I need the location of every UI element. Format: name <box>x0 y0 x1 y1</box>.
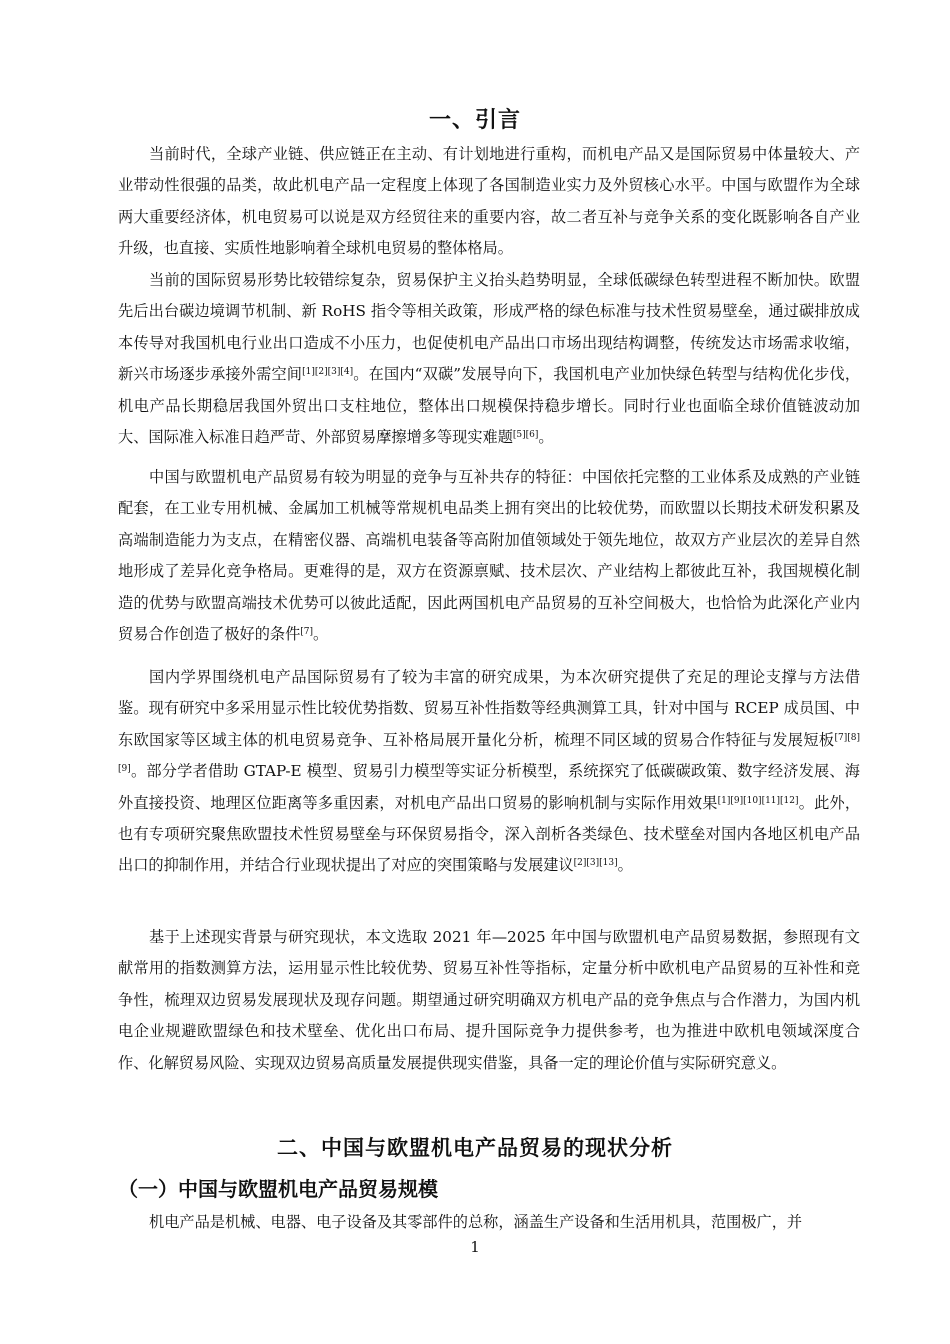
paragraph-4-text-c: 。此外，也有专项研究聚焦欧盟技术性贸易壁垒与环保贸易指令，深入剖析各类绿色、技术壁垒对国内各地区机电产品出口的抑制作用，并结合行业现状提出了对应的突围策略与发展建议 <box>118 793 861 875</box>
heading-introduction: 一、引言 <box>428 108 521 133</box>
paragraph-6: 机电产品是机械、电器、电子设备及其零部件的总称，涵盖生产设备和生活用机具，范围极广，并 <box>149 1213 803 1231</box>
paragraph-4-text-a: 国内学界围绕机电产品国际贸易有了较为丰富的研究成果，为本次研究提供了充足的理论支撑与方法借鉴。现有研究中多采用显示性比较优势指数、贸易互补性指数等经典测算工具，针对中国与 RCEP 成员国、中东欧国家等区域主体的机电贸易竞争、互补格局展开量化分析，梳理不同区域的贸易合作特征与发展短板 <box>118 668 860 749</box>
citation: [7][8][9] <box>118 732 860 775</box>
citation: [7] <box>300 627 313 638</box>
heading-section-2-1: （一）中国与欧盟机电产品贸易规模 <box>118 1177 438 1201</box>
paragraph-4-text-d: 。 <box>617 856 633 875</box>
paragraph-4-text-b: 。部分学者借助 GTAP-E 模型、贸易引力模型等实证分析模型，系统探究了低碳碳政策、数字经济发展、海外直接投资、地理区位距离等多重因素，对机电产品出口贸易的影响机制与实际作用效果 <box>118 762 860 812</box>
paragraph-2 <box>118 265 860 453</box>
paragraph-1: 当前时代，全球产业链、供应链正在主动、有计划地进行重构，而机电产品又是国际贸易中体量较大、产业带动性很强的品类，故此机电产品一定程度上体现了各国制造业实力及外贸核心水平。中国与欧盟作为全球两大重要经济体，机电贸易可以说是双方经贸往来的重要内容，故二者互补与竞争关系的变化既影响各自产业升级，也直接、实质性地影响着全球机电贸易的整体格局。 <box>118 145 860 258</box>
citation: [1][2][3][4] <box>302 367 354 378</box>
paragraph-2-text-c: 。 <box>538 428 554 447</box>
citation: [5][6] <box>512 430 539 441</box>
paragraph-3-text-a: 中国与欧盟机电产品贸易有较为明显的竞争与互补共存的特征：中国依托完整的工业体系及成熟的产业链配套，在工业专用机械、金属加工机械等常规机电品类上拥有突出的比较优势，而欧盟以长期技术研发积累及高端制造能力为支点，在精密仪器、高端机电装备等高附加值领域处于领先地位，故双方产业层次的差异自然地形成了差异化竞争格局。更难得的是，双方在资源禀赋、技术层次、产业结构上都彼此互补，我国规模化制造的优势与欧盟高端技术优势可以彼此适配，因此两国机电产品贸易的互补空间极大，也恰恰为此深化产业内贸易合作创造了极好的条件 <box>118 468 860 644</box>
page-number: 1 <box>470 1238 480 1256</box>
paragraph-3-text-b: 。 <box>313 625 329 644</box>
citation: [1][9][10][11][12] <box>717 795 799 806</box>
paragraph-4 <box>118 662 860 882</box>
paragraph-5: 基于上述现实背景与研究现状，本文选取 2021 年—2025 年中国与欧盟机电产品贸易数据，参照现有文献常用的指数测算方法，运用显示性比较优势、贸易互补性等指标，定量分析中欧机电产品贸易的互补性和竞争性，梳理双边贸易发展现状及现存问题。期望通过研究明确双方机电产品的竞争焦点与合作潜力，为国内机电企业规避欧盟绿色和技术壁垒、优化出口布局、提升国际竞争力提供参考，也为推进中欧机电领域深度合作、化解贸易风险、实现双边贸易高质量发展提供现实借鉴，具备一定的理论价值与实际研究意义。 <box>118 928 860 1072</box>
paragraph-2-text-b: 。在国内“双碳”发展导向下，我国机电产业加快绿色转型与结构优化步伐，机电产品长期稳居我国外贸出口支柱地位，整体出口规模保持稳步增长。同时行业也面临全球价值链波动加大、国际准入标准日趋严苛、外部贸易摩擦增多等现实难题 <box>118 365 861 447</box>
paragraph-2-text-a: 当前的国际贸易形势比较错综复杂，贸易保护主义抬头趋势明显，全球低碳绿色转型进程不断加快。欧盟先后出台碳边境调节机制、新 RoHS 指令等相关政策，形成严格的绿色标准与技术性贸易壁垒，通过碳排放成本传导对我国机电行业出口造成不小压力，也促使机电产品出口市场出现结构调整，传统发达市场需求收缩，新兴市场逐步承接外需空间 <box>118 271 860 384</box>
citation: [2][3][13] <box>573 858 618 869</box>
paragraph-3 <box>118 462 860 650</box>
heading-section-2: 二、中国与欧盟机电产品贸易的现状分析 <box>277 1136 673 1160</box>
